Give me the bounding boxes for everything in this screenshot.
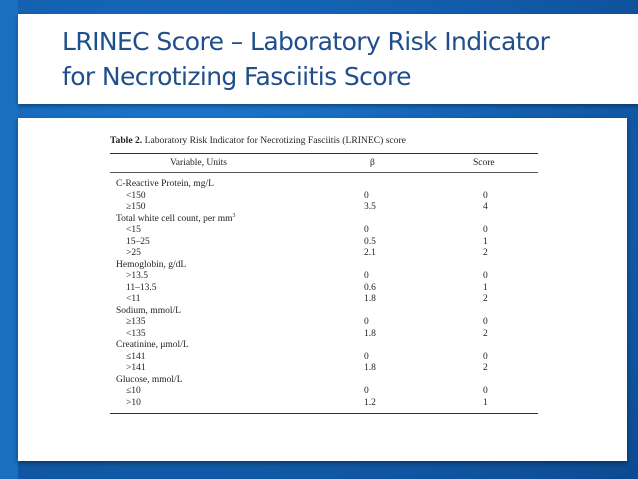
table-group-row	[110, 306, 538, 318]
cell-variable	[116, 340, 189, 352]
cell-variable-text: <11	[126, 294, 141, 304]
cell-variable-text: Glucose, mmol/L	[116, 374, 183, 385]
slide-title-line-2: for Necrotizing Fasciitis Score	[62, 62, 411, 91]
cell-variable	[126, 398, 141, 410]
title-panel	[18, 14, 638, 104]
table-row	[110, 398, 538, 410]
cell-variable-text: ≥150	[126, 202, 146, 212]
cell-variable-text: >10	[126, 397, 141, 408]
cell-variable-text: Total white cell count, per mm	[116, 213, 233, 224]
cell-beta: 1.8	[364, 328, 376, 339]
table-row	[110, 271, 538, 283]
table-row	[110, 225, 538, 237]
cell-beta: 0	[364, 271, 369, 281]
cell-variable	[126, 363, 146, 375]
cell-variable	[126, 191, 146, 203]
table-row	[110, 329, 538, 341]
cell-score: 2	[483, 328, 488, 339]
table-row	[110, 283, 538, 295]
table-group-row	[110, 179, 538, 191]
table-row	[110, 202, 538, 214]
table-row	[110, 363, 538, 375]
cell-beta: 0.5	[364, 236, 376, 247]
cell-score: 4	[483, 202, 488, 212]
table-group-row	[110, 375, 538, 387]
table-header-row	[110, 154, 538, 172]
cell-beta: 2.1	[364, 248, 376, 258]
cell-variable	[116, 179, 214, 191]
table-row	[110, 248, 538, 260]
cell-beta: 0	[364, 317, 369, 327]
cell-score: 0	[483, 317, 488, 327]
table-body	[110, 179, 538, 409]
cell-variable-text: <135	[126, 328, 146, 339]
header-score: Score	[473, 158, 495, 168]
cell-variable-text: ≥135	[126, 317, 146, 327]
cell-beta: 0	[364, 351, 369, 362]
cell-variable-text: 15–25	[126, 236, 150, 247]
cell-variable-superscript: 3	[232, 212, 236, 219]
cell-score: 0	[483, 271, 488, 281]
cell-variable	[126, 317, 145, 329]
cell-variable-text: ≤141	[126, 351, 146, 362]
cell-score: 0	[483, 225, 488, 235]
table-row	[110, 237, 538, 249]
cell-score: 2	[483, 294, 488, 304]
cell-beta: 0	[364, 386, 369, 396]
table-row	[110, 386, 538, 398]
table-caption-text: Laboratory Risk Indicator for Necrotizing Fasciitis (LRINEC) score	[144, 135, 406, 146]
cell-beta: 0	[364, 225, 369, 235]
table-group-row	[110, 214, 538, 226]
cell-variable	[126, 225, 141, 237]
cell-variable	[126, 271, 148, 283]
table-group-row	[110, 340, 538, 352]
cell-variable-text: Creatinine, μmol/L	[116, 340, 189, 350]
cell-variable	[126, 294, 141, 306]
cell-beta: 3.5	[364, 202, 376, 212]
table-row	[110, 317, 538, 329]
slide-left-band	[0, 0, 18, 479]
cell-score: 0	[483, 386, 488, 396]
header-variable: Variable, Units	[170, 158, 227, 168]
cell-variable-text: ≤10	[126, 386, 141, 396]
cell-beta: 0.6	[364, 282, 376, 293]
table-group-row	[110, 260, 538, 272]
table-bottom-rule	[110, 413, 538, 414]
cell-variable	[126, 329, 146, 341]
cell-score: 1	[483, 236, 488, 247]
cell-variable-text: Sodium, mmol/L	[116, 305, 181, 316]
cell-variable	[126, 352, 145, 364]
cell-variable-text: 11–13.5	[126, 282, 157, 293]
cell-variable-text: <150	[126, 190, 146, 201]
cell-variable	[126, 283, 157, 295]
cell-variable-text: >13.5	[126, 271, 148, 281]
table-caption-label: Table 2.	[110, 135, 143, 146]
table-caption	[110, 135, 538, 147]
cell-variable-text: <15	[126, 225, 141, 235]
cell-beta: 1.8	[364, 363, 376, 373]
cell-beta: 1.8	[364, 294, 376, 304]
cell-variable	[126, 248, 141, 260]
cell-beta: 1.2	[364, 397, 376, 408]
cell-score: 0	[483, 190, 488, 201]
cell-variable-text: C-Reactive Protein, mg/L	[116, 179, 214, 189]
cell-score: 2	[483, 248, 488, 258]
cell-variable	[116, 260, 186, 272]
table-row	[110, 352, 538, 364]
cell-score: 1	[483, 282, 488, 293]
cell-variable	[116, 306, 181, 318]
cell-score: 2	[483, 363, 488, 373]
table-row	[110, 294, 538, 306]
cell-beta: 0	[364, 190, 369, 201]
cell-variable	[126, 386, 141, 398]
cell-variable	[126, 237, 150, 249]
cell-score: 0	[483, 351, 488, 362]
cell-variable-text: Hemoglobin, g/dL	[116, 259, 187, 270]
header-beta: β	[370, 158, 375, 168]
cell-variable	[126, 202, 145, 214]
lrinec-table	[110, 135, 538, 414]
slide-title	[62, 24, 622, 94]
slide-title-line-1: LRINEC Score – Laboratory Risk Indicator	[62, 27, 550, 56]
cell-variable	[116, 214, 235, 226]
cell-variable	[116, 375, 183, 387]
cell-variable-text: >141	[126, 363, 146, 373]
table-row	[110, 191, 538, 203]
content-panel	[18, 118, 627, 461]
cell-variable-text: >25	[126, 248, 141, 258]
cell-score: 1	[483, 397, 488, 408]
